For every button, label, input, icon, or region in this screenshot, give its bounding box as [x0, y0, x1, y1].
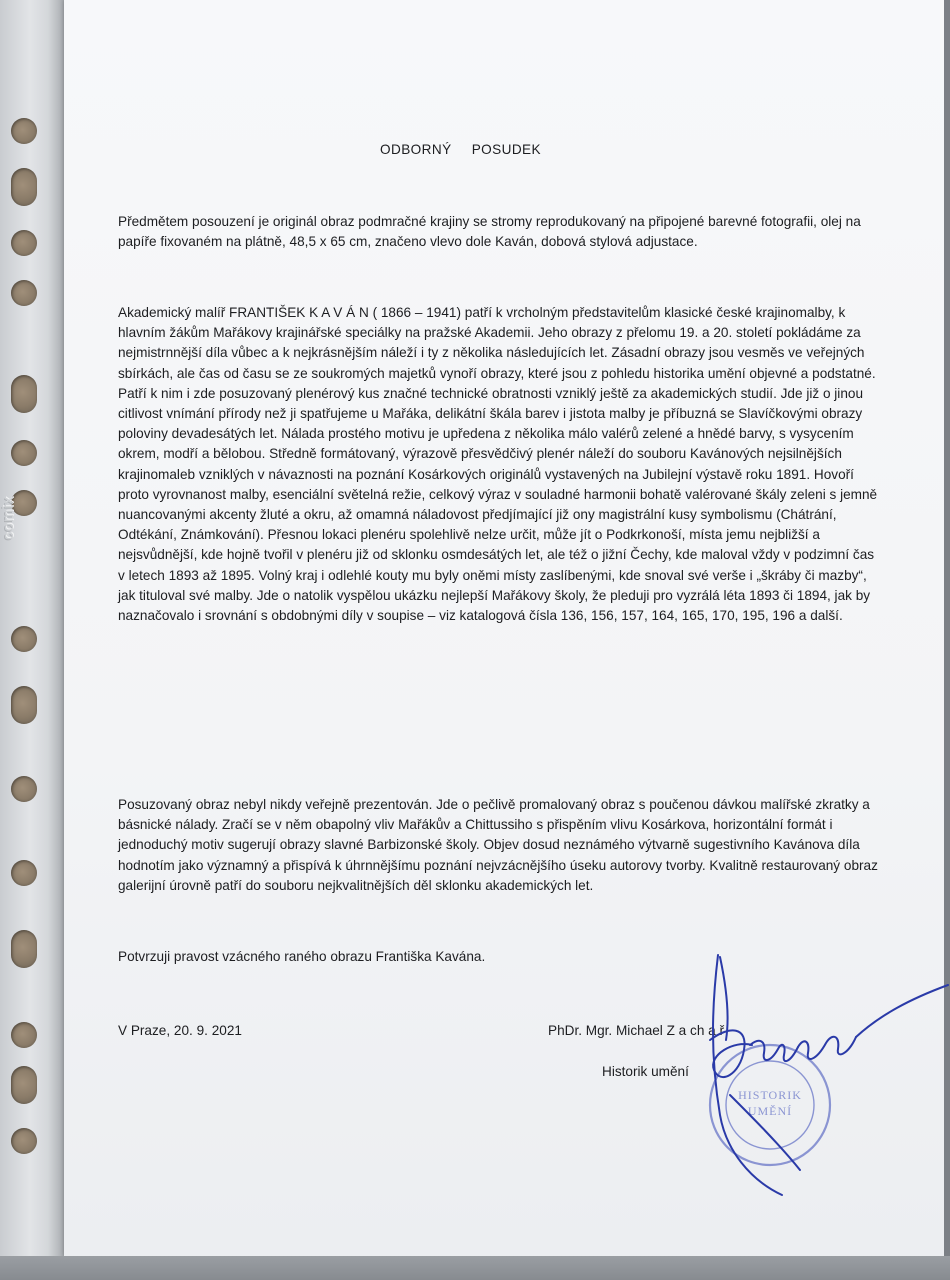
paragraph-artist: Akademický malíř FRANTIŠEK K A V Á N ( 1866 – 1941) patří k vrcholným představitelům klasické české krajinomalby, k hlavním žákům Mařákovy krajinářské speciálky na pražské Akademii. Jeho obrazy z přelomu 19. a 20. století pokládáme za nejmistrnnější díla vůbec a k nejkrásnějším náleží i ty z několika následujících let. Zásadní obrazy jsou vesměs ve veřejných sbírkách, ale čas od času se ze soukromých majetků vynoří obrazy, které jsou z pohledu historika umění objevné a podstatné. Patří k nim i zde posuzovaný plenérový kus značné technické obratnosti vzniklý ještě za akademických studií. Jde již o jinou citlivost vnímání přírody než ji spatřujeme u Mařáka, delikátní škála barev i jistota malby je příbuzná se Slavíčkovými obrazy poloviny devadesátých let. Nálada prostého motivu je upředena z několika málo valérů zelené a hnědé barvy, s vysycením okrem, modří a bělobou. Středně formátovaný, výrazově přesvědčivý plenér náleží do souboru Kavánových nejsilnějších krajinomaleb vzniklých v návaznosti na poznání Kosárkových originálů vystavených na Jubilejní výstavě roku 1891. Hovoří proto vyrovnanost malby, esenciální světelná režie, celkový výraz v souladné harmonii bohatě valérované škály zeleni s jemně nuancovanými akcenty žluté a okru, až omamná náladovost předjímající již ony magistrální kusy symbolismu (Chátrání, Odtékání, Známkování). Přesnou lokaci plenéru spolehlivě nelze určit, může jít o Podkrkonoší, místa jemu nejbližší a nejsvůdnější, kde hojně tvořil v plenéru již od sklonku osmdesátých let, ale též o jižní Čechy, kde maloval vždy v podzimní čas v letech 1893 až 1895. Volný kraj i odlehlé kouty mu byly oněmi místy zaslíbenými, kde snoval své verše i „škráby či mazby“, jak tituloval své malby. Jde o natolik vyspělou ukázku nejlepší Mařákovy školy, že pleduji pro vyzrálá léta 1893 či 1894, jak by naznačovalo i srovnání s obdobnými díly v soupise – viz katalogová čísla 136, 156, 157, 164, 165, 170, 195, 196 a další. — [118, 305, 878, 624]
punch-hole — [11, 375, 37, 413]
stamp — [710, 1045, 830, 1165]
punch-hole — [11, 1128, 37, 1154]
punch-hole — [11, 626, 37, 652]
punch-hole — [11, 930, 37, 968]
sleeve-brand-emboss: comix — [0, 495, 17, 540]
punch-hole — [11, 440, 37, 466]
punch-hole — [11, 776, 37, 802]
punch-hole — [11, 168, 37, 206]
paragraph-confirmation: Potvrzuji pravost vzácného raného obrazu Františka Kavána. — [118, 949, 486, 964]
signer-role: Historik umění — [602, 1064, 689, 1079]
punch-hole — [11, 686, 37, 724]
paragraph-subject: Předmětem posouzení je originál obraz podmračné krajiny se stromy reprodukovaný na připojené barevné fotografii, olej na papíře fixovaném na plátně, 48,5 x 65 cm, značeno vlevo dole Kaván, dobová stylová adjustace. — [118, 214, 861, 250]
punch-hole — [11, 118, 37, 144]
signature-and-stamp — [690, 945, 950, 1205]
punch-hole — [11, 1066, 37, 1104]
background-edge — [0, 1256, 950, 1280]
punch-hole — [11, 1022, 37, 1048]
punch-hole — [11, 280, 37, 306]
svg-text:HISTORIK: HISTORIK — [738, 1088, 802, 1102]
paragraph-assessment: Posuzovaný obraz nebyl nikdy veřejně prezentován. Jde o pečlivě promalovaný obraz s poučenou dávkou malířské zkratky a básnické nálady. Zračí se v něm obapolný vliv Mařákův a Chittussiho s přispěním vlivu Kosárkova, horizontální formát i jednoduchý motiv sugerují obrazy slavné Barbizonské školy. Objev dosud neznámého výtvarně sugestivního Kavánova díla hodnotím jako významný a přispívá k úhrnnějšímu poznání nejvzácnějšího úseku autorovy tvorby. Kvalitně restaurovaný obraz galerijní úrovně patří do souboru nejkvalitnějších děl sklonku akademických let. — [118, 797, 878, 893]
punch-hole — [11, 860, 37, 886]
punch-hole — [11, 230, 37, 256]
document-title: ODBORNÝ POSUDEK — [380, 142, 541, 157]
signer-name: PhDr. Mgr. Michael Z a ch a ř — [548, 1023, 725, 1038]
place-date: V Praze, 20. 9. 2021 — [118, 1023, 242, 1038]
svg-text:UMĚNÍ: UMĚNÍ — [747, 1104, 793, 1118]
